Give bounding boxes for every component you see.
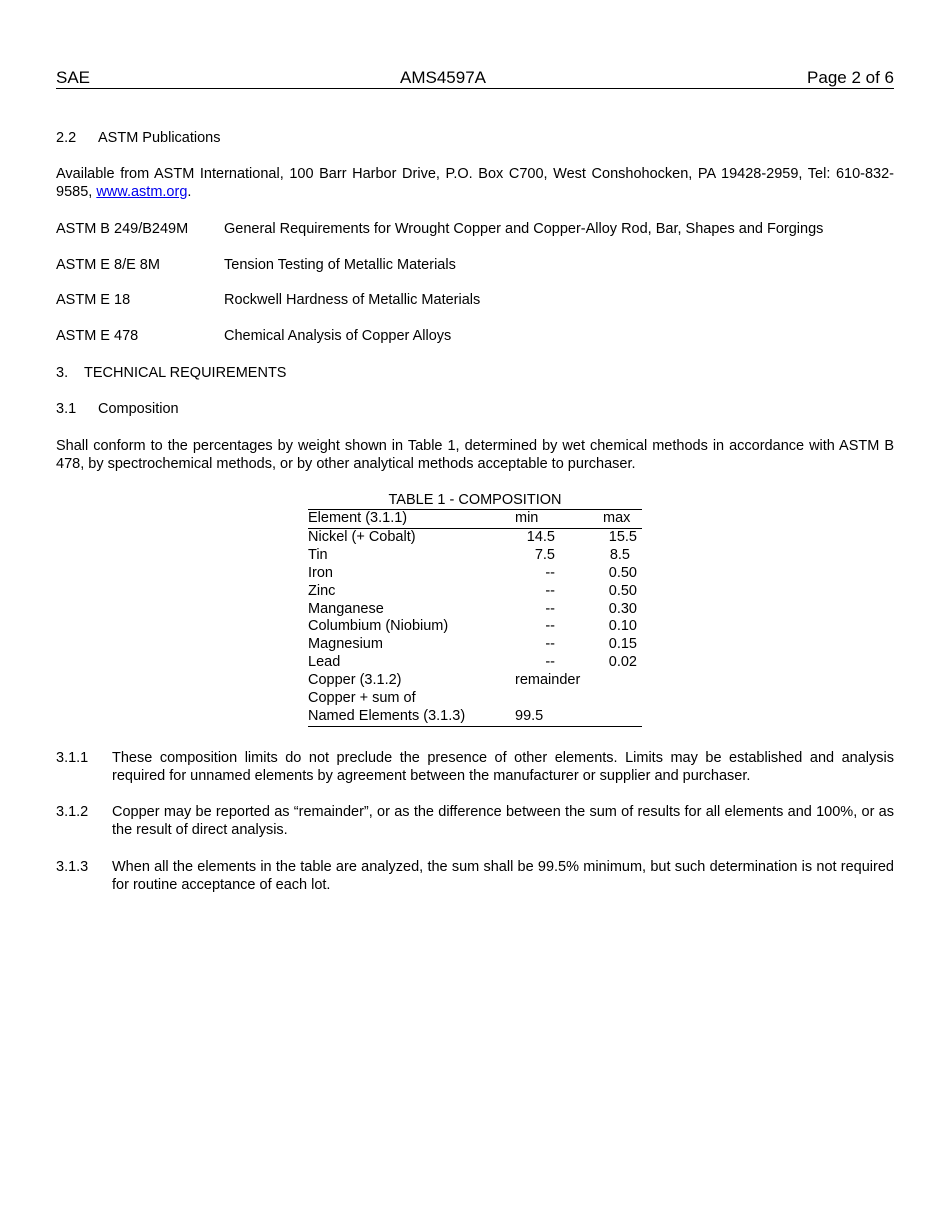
section-3-1-heading	[56, 400, 894, 418]
table-row	[308, 672, 642, 690]
reference-title: Chemical Analysis of Copper Alloys	[224, 328, 452, 344]
min-cell: 99.5	[515, 690, 595, 726]
max-cell: 0.50	[608, 564, 637, 581]
section-title: TECHNICAL REQUIREMENTS	[84, 365, 287, 381]
section-number: 3.	[56, 365, 69, 381]
reference-title: Rockwell Hardness of Metallic Materials	[224, 292, 481, 308]
subsection-number: 3.1.3	[56, 859, 89, 875]
composition-table	[308, 509, 642, 727]
table-row	[308, 654, 642, 672]
min-cell: 14.5	[526, 528, 555, 545]
section-title: ASTM Publications	[98, 130, 221, 146]
element-cell: Tin	[308, 546, 328, 563]
element-cell: Manganese	[308, 600, 384, 617]
table-row	[308, 528, 642, 546]
composition-paragraph: Shall conform to the percentages by weight shown in Table 1, determined by wet chemical methods in accordance with ASTM B 478, by spectrochemical methods, or by other analytical methods acceptable to purchaser.	[56, 438, 894, 472]
table-header-row	[308, 510, 642, 529]
table-row	[308, 583, 642, 601]
table-row	[308, 547, 642, 565]
max-cell: 15.5	[608, 528, 637, 545]
header-doc-number: AMS4597A	[400, 68, 486, 87]
reference-code: ASTM E 478	[56, 328, 139, 344]
reference-code: ASTM E 8/E 8M	[56, 257, 160, 273]
column-header-element: Element (3.1.1)	[308, 510, 515, 529]
table-row	[308, 618, 642, 636]
column-header-max: max	[595, 510, 642, 529]
element-cell: Magnesium	[308, 636, 383, 653]
element-cell: Iron	[308, 564, 333, 581]
table-title: TABLE 1 - COMPOSITION	[388, 492, 562, 508]
min-cell: --	[545, 636, 555, 653]
min-cell: --	[545, 600, 555, 617]
subsection-text: When all the elements in the table are analyzed, the sum shall be 99.5% minimum, but such determination is not required for routine acceptance of each lot.	[112, 859, 894, 893]
header-page-number: Page 2 of 6	[807, 68, 894, 87]
section-number: 2.2	[56, 130, 77, 146]
table-row	[308, 636, 642, 654]
element-cell: Nickel (+ Cobalt)	[308, 528, 416, 545]
reference-code: ASTM E 18	[56, 292, 131, 308]
min-cell: --	[545, 618, 555, 635]
subsection-number: 3.1.1	[56, 750, 89, 766]
max-cell: 0.50	[608, 582, 637, 599]
availability-end: .	[187, 184, 192, 200]
section-3-heading	[56, 364, 894, 382]
section-2-2-heading	[56, 129, 894, 147]
max-cell: 0.02	[608, 654, 637, 671]
availability-text: Available from ASTM International, 100 Barr Harbor Drive, P.O. Box C700, West Conshohocken, PA 19428-2959, Tel: 610-832-9585,	[56, 166, 894, 200]
astm-link[interactable]: www.astm.org	[96, 184, 188, 200]
section-title: Composition	[98, 401, 179, 417]
element-line: Copper + sum of	[308, 690, 416, 707]
element-cell	[308, 690, 515, 726]
table-row	[308, 601, 642, 619]
table-row	[308, 565, 642, 583]
element-cell: Columbium (Niobium)	[308, 618, 449, 635]
max-cell: 8.5	[609, 546, 630, 563]
max-cell: 0.30	[608, 600, 637, 617]
table-row	[308, 690, 642, 726]
subsection-text: Copper may be reported as “remainder”, or as the difference between the sum of results for all elements and 100%, or as the result of direct analysis.	[112, 804, 894, 838]
min-cell: --	[545, 564, 555, 581]
min-cell: remainder	[515, 672, 581, 689]
min-cell: 7.5	[534, 546, 555, 563]
column-header-min: min	[515, 510, 595, 529]
page-header	[56, 68, 894, 89]
subsection-number: 3.1.2	[56, 804, 89, 820]
min-cell: --	[545, 654, 555, 671]
composition-table-block	[308, 491, 642, 727]
element-cell: Zinc	[308, 582, 336, 599]
element-line: Named Elements (3.1.3)	[308, 707, 466, 724]
element-cell: Copper (3.1.2)	[308, 672, 402, 689]
element-cell: Lead	[308, 654, 341, 671]
max-cell: 0.15	[608, 636, 637, 653]
section-number: 3.1	[56, 401, 77, 417]
subsection-text: These composition limits do not preclude the presence of other elements. Limits may be established and analysis required for unnamed elements by agreement between the manufacturer or supplier and purchaser.	[112, 750, 894, 784]
min-cell: --	[545, 582, 555, 599]
availability-paragraph	[56, 165, 894, 201]
max-cell: 0.10	[608, 618, 637, 635]
reference-title: Tension Testing of Metallic Materials	[224, 257, 456, 273]
max-cell	[595, 690, 642, 726]
header-org: SAE	[56, 68, 91, 87]
max-cell	[595, 672, 642, 690]
reference-code: ASTM B 249/B249M	[56, 221, 189, 237]
reference-title: General Requirements for Wrought Copper and Copper-Alloy Rod, Bar, Shapes and Forgings	[224, 221, 824, 237]
